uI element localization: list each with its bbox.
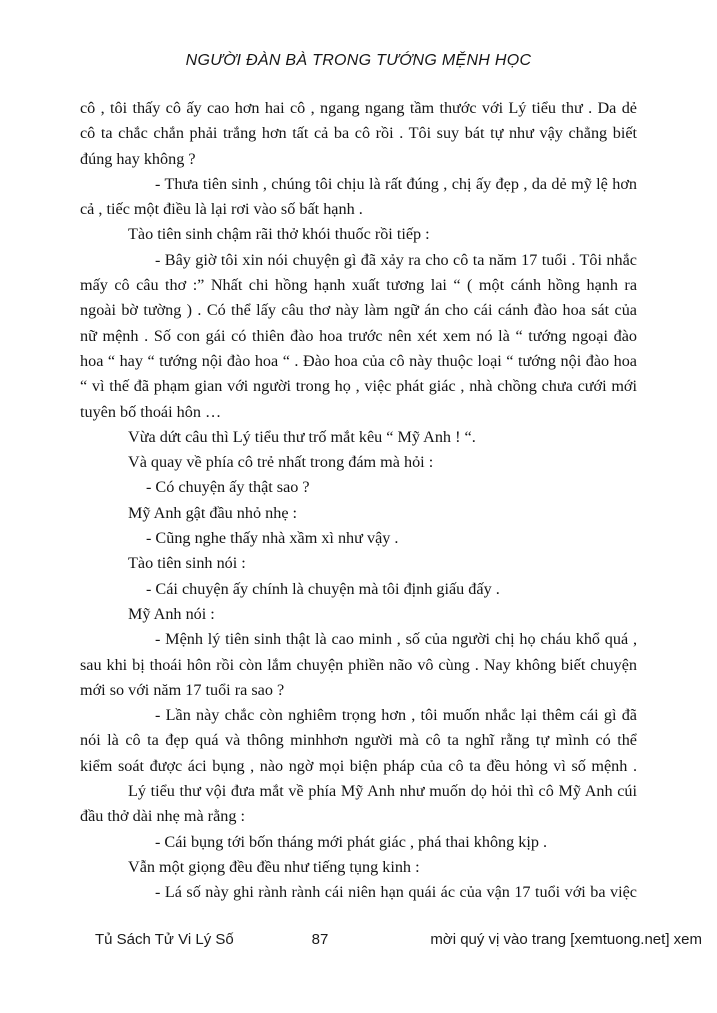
- text-line: tuyên bố thoái hôn …: [80, 402, 222, 421]
- text-line: - Cũng nghe thấy nhà xầm xì như vậy .: [146, 529, 399, 548]
- text-line: mấy cô câu thơ :” Nhất chi hồng hạnh xuất tương lai “ ( một cánh hồng hạnh ra: [80, 276, 637, 295]
- text-line: - Bây giờ tôi xin nói chuyện gì đã xảy ra cho cô ta năm 17 tuổi . Tôi nhắc: [155, 250, 637, 269]
- footer-series-name: Tủ Sách Tử Vi Lý Số: [95, 931, 234, 948]
- text-line: cô , tôi thấy cô ấy cao hơn hai cô , ngang ngang tầm thước với Lý tiểu thư . Da dẻ: [80, 99, 637, 117]
- text-line: - Có chuyện ấy thật sao ?: [146, 478, 310, 497]
- text-line: - Mệnh lý tiên sinh thật là cao minh , số của người chị họ cháu khổ quá ,: [155, 630, 637, 649]
- page-number: 87: [311, 931, 329, 948]
- text-line: Và quay về phía cô trẻ nhất trong đám mà hỏi :: [128, 453, 434, 472]
- text-line: đúng hay không ?: [80, 149, 196, 168]
- text-line: kiểm soát được áci bụng , nào ngờ mọi biện pháp của cô ta đều hỏng vì số mệnh .: [80, 756, 637, 775]
- footer-site-note: mời quý vị vào trang [xemtuong.net] xem: [430, 931, 702, 948]
- page-title: NGƯỜI ĐÀN BÀ TRONG TƯỚNG MỆNH HỌC: [185, 52, 532, 69]
- text-line: Mỹ Anh nói :: [128, 604, 215, 623]
- text-line: Vừa dứt câu thì Lý tiểu thư trố mắt kêu “ Mỹ Anh ! “.: [128, 427, 476, 446]
- text-line: “ vì thế đã phạm gian với người trong họ , việc phát giác , nhà chồng chưa cưới mới: [80, 377, 637, 396]
- text-line: sau khi bị thoái hôn rồi còn lắm chuyện phiền não vô cùng . Nay không biết chuyện: [80, 655, 637, 674]
- text-line: đầu thở dài nhẹ mà rằng :: [80, 807, 245, 826]
- text-line: Mỹ Anh gật đầu nhỏ nhẹ :: [128, 503, 298, 522]
- text-line: mới so với năm 17 tuổi ra sao ?: [80, 680, 285, 699]
- text-line: Lý tiểu thư vội đưa mắt về phía Mỹ Anh như muốn dọ hỏi thì cô Mỹ Anh cúi: [128, 782, 637, 801]
- text-line: - Thưa tiên sinh , chúng tôi chịu là rất đúng , chị ấy đẹp , da dẻ mỹ lệ hơn: [155, 174, 637, 193]
- text-line: - Cái bụng tới bốn tháng mới phát giác , phá thai không kịp .: [155, 832, 548, 851]
- body-lines: [80, 96, 637, 906]
- text-line: - Lá số này ghi rành rành cái niên hạn quái ác của vận 17 tuổi với ba việc: [155, 883, 637, 902]
- text-line: cả , tiếc một điều là lại rơi vào số bất hạnh .: [80, 200, 363, 219]
- text-line: Tào tiên sinh nói :: [128, 554, 246, 573]
- text-line: - Lần này chắc còn nghiêm trọng hơn , tôi muốn nhắc lại thêm cái gì đã: [155, 706, 637, 725]
- text-line: Vẫn một giọng đều đều như tiếng tụng kinh :: [128, 857, 420, 876]
- text-line: nói là cô ta đẹp quá và thông minhhơn người mà cô ta nghĩ rằng tự mình có thể: [80, 731, 637, 750]
- page-footer: [0, 931, 717, 953]
- text-line: cô ta chắc chắn phải trắng hơn tất cả ba cô rồi . Tôi suy bát tự như vậy chẳng biết: [80, 124, 637, 143]
- text-line: nữ mệnh . Số con gái có thiên đào hoa trước nên xét xem nó là “ tướng ngoại đào: [80, 326, 637, 345]
- text-line: Tào tiên sinh chậm rãi thở khói thuốc rồi tiếp :: [128, 225, 430, 244]
- text-line: ngoài bờ tường ) . Có thể lấy câu thơ này làm ngữ án cho cái cánh đào hoa sát của: [80, 301, 637, 320]
- text-line: - Cái chuyện ấy chính là chuyện mà tôi định giấu đấy .: [146, 579, 500, 598]
- text-line: hoa “ hay “ tướng nội đào hoa “ . Đào hoa của cô này thuộc loại “ tướng nội đào hoa: [80, 351, 637, 370]
